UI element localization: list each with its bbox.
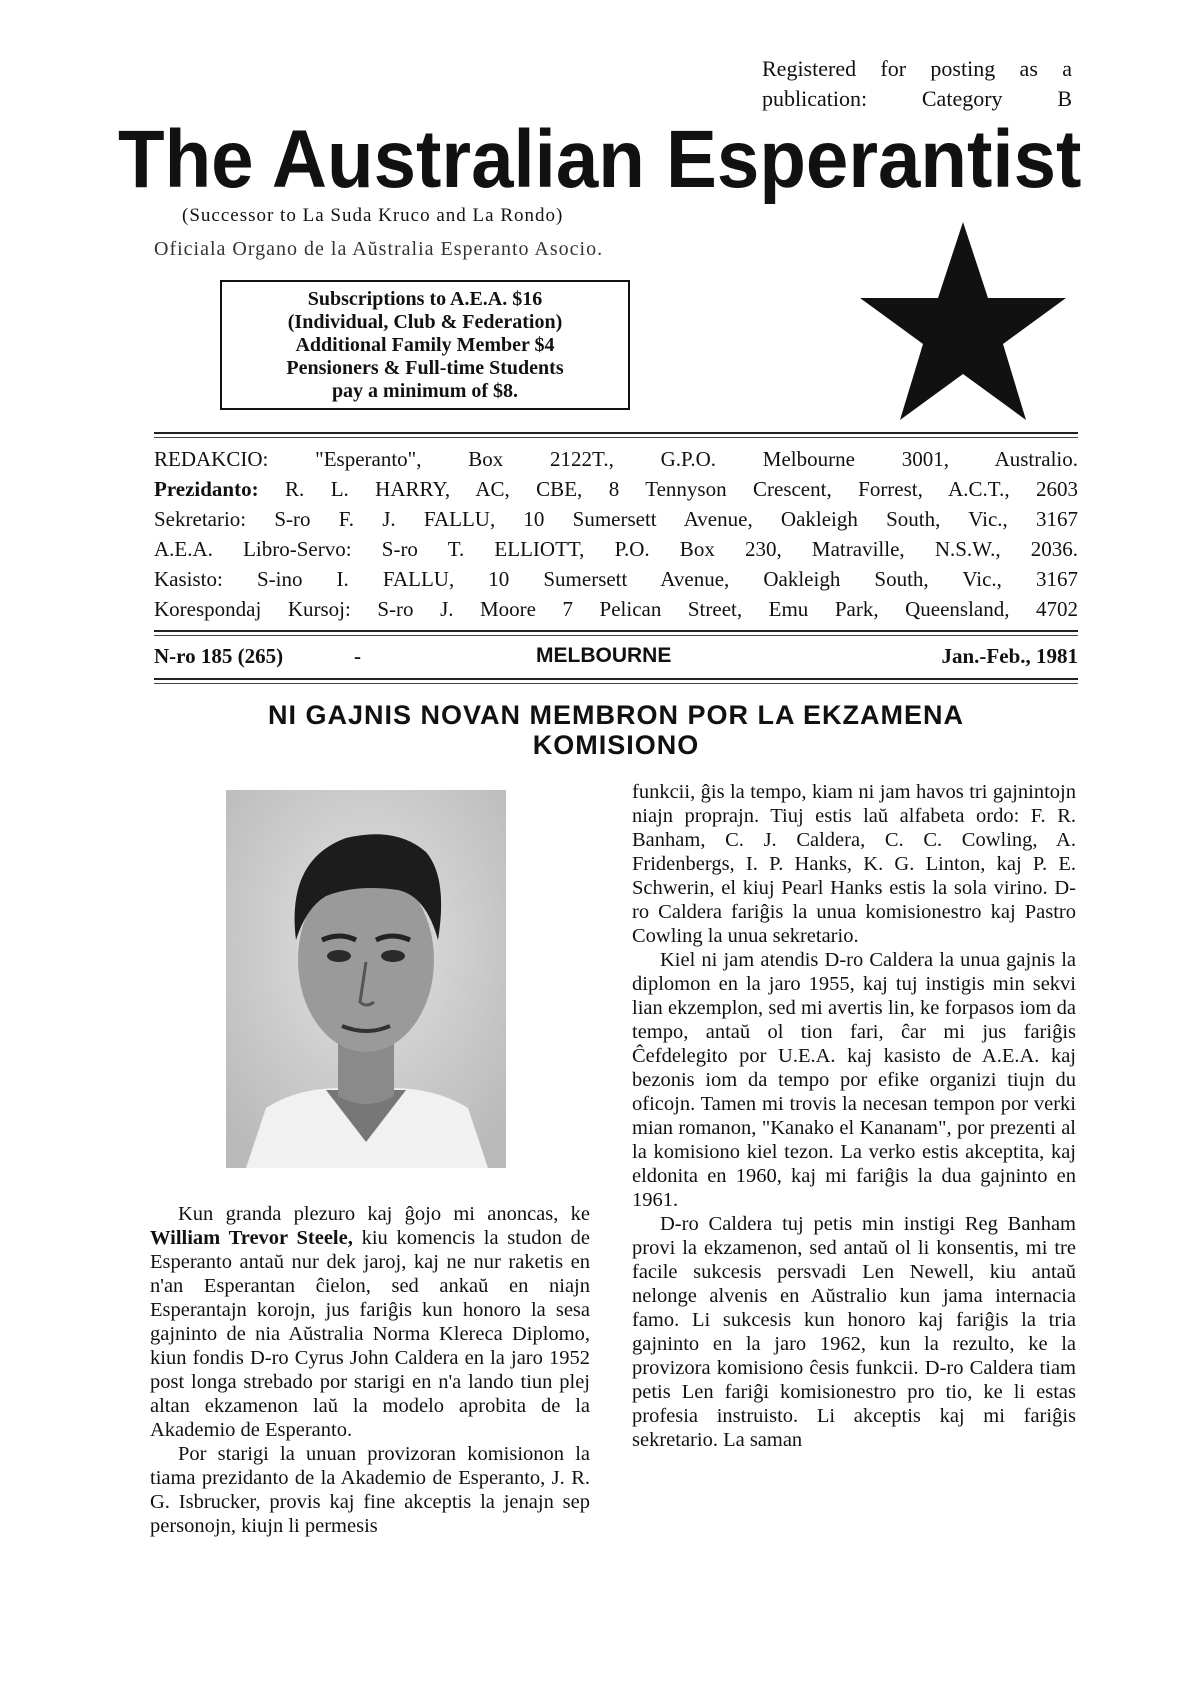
issue-separator: - (354, 644, 361, 668)
article-left-column (150, 1202, 590, 1538)
issue-date: Jan.-Feb., 1981 (941, 644, 1078, 668)
subscriptions-line: Additional Family Member $4 (295, 334, 555, 356)
contact-row (154, 504, 1078, 534)
paragraph-text: kiu komencis la studon de Esperanto antaŭ nur dek jaroj, kaj ne nur raketis en n'an Esperantan ĉielon, sed ankaŭ en niajn Esperantajn korojn, jus fariĝis kun honoro la sesa gajninto de nia Aŭstralia Norma Klereca Diplomo, kiun fondis D-ro Cyrus John Caldera en la jaro 1952 post longa strebado por starigi en n'a lando tiun plej altan ekzamenon laŭ la modelo aprobita de la Akademio de Esperanto. (150, 1227, 590, 1441)
contact-label: Sekretario: (154, 507, 247, 531)
contact-label: REDAKCIO: (154, 447, 269, 471)
divider (154, 635, 1078, 636)
subscriptions-line: Subscriptions to A.E.A. $16 (307, 288, 543, 310)
subscriptions-line: pay a minimum of $8. (331, 380, 519, 402)
contacts-block (154, 444, 1078, 624)
portrait-photo (226, 790, 506, 1168)
article-paragraph: Kiel ni jam atendis D-ro Caldera la unua gajnis la diplomon en la jaro 1955, kaj tuj instigis min sekvi lian ekzemplon, sed mi avertis lin, ke forpasos iom da tempo, antaŭ ol tion fari, ĉar mi jus fariĝis Ĉefdelegito por U.E.A. kaj kasisto de A.E.A. kaj bezonis iom da tempo por efike organizi tiujn du oficojn. Tamen mi trovis la necesan tempon por verki mian romanon, "Kanako el Kananam", por prezenti al la komisiono kiel tezon. La verko estis akceptita, kaj eldonita en 1960, kaj mi fariĝis la dua gajninto en 1961. (632, 949, 1076, 1211)
contact-row (154, 444, 1078, 474)
official-organ-note: Oficiala Organo de la Aŭstralia Esperanto Asocio. (154, 238, 604, 260)
article-right-column (632, 780, 1076, 1452)
divider (154, 432, 1078, 434)
contact-text: R. L. HARRY, AC, CBE, 8 Tennyson Crescent, Forrest, A.C.T., 2603 (285, 477, 1078, 501)
registration-notice: Registered for posting as a publication: Category B (762, 56, 1072, 111)
subscriptions-line: (Individual, Club & Federation) (287, 311, 563, 333)
article-paragraph (150, 1202, 590, 1442)
headline-line: KOMISIONO (532, 730, 700, 760)
article-paragraph: funkcii, ĝis la tempo, kiam ni jam havos tri gajnintojn niajn proprajn. Tiuj estis laŭ alfabeta ordo: F. R. Banham, C. J. Caldera, C. C. Cowling, A. Fridenbergs, I. P. Hanks, K. G. Linton, kaj P. E. Schwerin, el kiuj Pearl Hanks estis la sola virino. D-ro Caldera fariĝis la unua komisionestro kaj Pastro Cowling la unua sekretario. (632, 781, 1076, 947)
contact-row (154, 534, 1078, 564)
issue-city: MELBOURNE (536, 644, 672, 667)
contact-text: S-ro J. Moore 7 Pelican Street, Emu Park, Queensland, 4702 (377, 597, 1079, 621)
contact-text: S-ro T. ELLIOTT, P.O. Box 230, Matraville, N.S.W., 2036. (381, 537, 1078, 561)
person-name: William Trevor Steele, (150, 1227, 353, 1249)
contact-text: "Esperanto", Box 2122T., G.P.O. Melbourne 3001, Australio. (315, 447, 1078, 471)
article-paragraph (150, 1442, 590, 1538)
contact-label: A.E.A. Libro-Servo: (154, 537, 352, 561)
contact-row (154, 564, 1078, 594)
contact-row (154, 474, 1078, 504)
contact-label: Korespondaj Kursoj: (154, 597, 351, 621)
article-headline (154, 700, 1078, 760)
article-paragraph: D-ro Caldera tuj petis min instigi Reg Banham provi la ekzamenon, sed antaŭ ol li konsentis, mi tre facile sukcesis persvadi Len Newell, kiu antaŭ nelonge alvenis en Aŭstralio kun jama internacia famo. Li sukcesis kun honoro kaj fariĝis la tria gajninto en la jaro 1962, kun la rezulto, ke la provizora komisiono ĉesis funkcii. D-ro Caldera tiam petis Len fariĝi komisionestro pro tio, ke li estas profesia instruisto. Li akceptis kaj mi fariĝis sekretario. La saman (632, 1213, 1076, 1451)
subscriptions-line: Pensioners & Full-time Students (286, 357, 564, 379)
paragraph-text: Por starigi la unuan provizoran komisionon la tiama prezidanto de la Akademio de Esperanto, J. R. G. Isbrucker, provis kaj fine akceptis la jenajn sep personojn, kiujn li permesis (150, 1443, 590, 1537)
divider (154, 683, 1078, 684)
divider (154, 437, 1078, 438)
headline-line: NI GAJNIS NOVAN MEMBRON POR LA EKZAMENA (267, 700, 965, 730)
contact-label: Prezidanto: (154, 477, 259, 501)
contact-row (154, 594, 1078, 624)
contact-text: S-ino I. FALLU, 10 Sumersett Avenue, Oakleigh South, Vic., 3167 (256, 567, 1079, 591)
star-icon (858, 218, 1068, 423)
contact-text: S-ro F. J. FALLU, 10 Sumersett Avenue, Oakleigh South, Vic., 3167 (274, 507, 1078, 531)
divider (154, 678, 1078, 680)
issue-number: N-ro 185 (265) (154, 644, 284, 668)
paragraph-text: Kun granda plezuro kaj ĝojo mi anoncas, ke (178, 1203, 590, 1225)
successor-note: (Successor to La Suda Kruco and La Rondo) (182, 205, 564, 226)
contact-label: Kasisto: (154, 567, 223, 591)
divider (154, 630, 1078, 632)
issue-bar (154, 644, 1078, 674)
masthead-title: The Australian Esperantist (118, 114, 1082, 205)
subscriptions-box (220, 280, 630, 410)
